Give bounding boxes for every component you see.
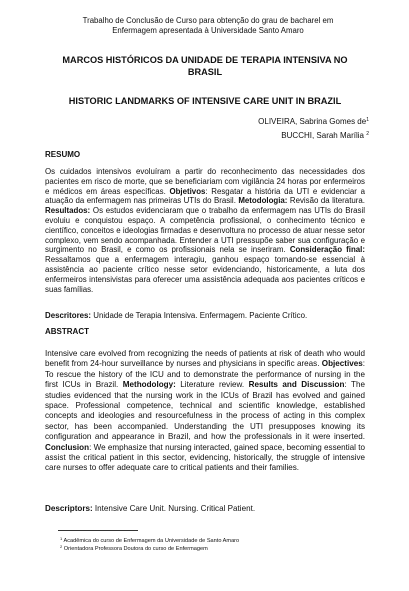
footnote-1-text: Acadêmica do curso de Enfermagem da Universidade de Santo Amaro (62, 538, 240, 544)
footnote-1-mark: 1 (60, 536, 63, 541)
abstract-methodology-text: Literature review. (175, 380, 249, 390)
resumo-objetivos-label: Objetivos (169, 186, 206, 196)
descriptors-label: Descriptors: (45, 504, 93, 513)
abstract-results-text: : The studies evidenced that the nursing work in the ICUs of Brazil has evolved and gained space. Professional competence, technical and scientific knowledge, established concepts and ideologies and resourcefulness in the process of acting in this complex sector, has been accompanied. Understanding the UTI presupposes knowing its configuration and appearance in Brazil, and how the professionals in it were inserted. (45, 380, 365, 442)
descritores-text: Unidade de Terapia Intensiva. Enfermagem. Paciente Crítico. (91, 311, 308, 320)
author-1-name: OLIVEIRA, Sabrina Gomes de (258, 117, 367, 126)
author-2 (281, 129, 369, 141)
resumo-body (45, 167, 365, 294)
descritores-line (45, 311, 307, 321)
footnote-2-text: Orientadora Professora Doutora do curso de Enfermagem (62, 546, 208, 552)
author-1-mark: 1 (366, 117, 369, 123)
abstract-conclusion-label: Conclusion (45, 442, 90, 452)
title-english: HISTORIC LANDMARKS OF INTENSIVE CARE UNIT IN BRAZIL (68, 96, 342, 106)
title-portuguese (40, 55, 370, 78)
footnote-divider (58, 530, 138, 531)
footnote-2 (60, 543, 208, 553)
descritores-label: Descritores: (45, 311, 92, 320)
abstract-intro: Intensive care evolved from recognizing the needs of patients at risk of death who would benefit from 24-hour surveillance by nurses and physicians in specific areas. (45, 349, 365, 369)
abstract-conclusion-text: : We emphasize that nursing interacted, gained space, becoming essential to assist the critical patient in this sector, evidencing, historically, the struggle of intensive care nurses to offer adequate care to critical patients and their families. (45, 442, 365, 473)
descriptors-text: Intensive Care Unit. Nursing. Critical Patient. (92, 504, 256, 513)
author-2-mark: 2 (366, 131, 369, 137)
author-2-name: BUCCHI, Sarah Marília (281, 131, 367, 140)
resumo-consideracao-text: Ressaltamos que a enfermagem interagiu, ganhou espaço tornando-se essencial à assistência ao paciente crítico nesse setor evidenciando, historicamente, a luta dos enfermeiros intensivistas para oferecer uma assistência adequada aos pacientes críticos e suas famílias. (45, 255, 365, 294)
resumo-metodologia-text: Revisão da literatura. (287, 196, 365, 206)
resumo-metodologia-label: Metodologia: (238, 196, 288, 206)
resumo-resultados-label: Resultados: (45, 206, 91, 216)
resumo-objetivos-text: : Resgatar a história da UTI e evidenciar a atuação da enfermagem nas primeiras UTIs do Brasil. (45, 186, 365, 206)
author-1 (258, 115, 369, 127)
descriptors-line (45, 504, 255, 514)
abstract-objectives-label: Objectives (321, 359, 363, 369)
resumo-heading: RESUMO (45, 150, 81, 159)
document-header (58, 16, 358, 36)
abstract-objectives-text: : To rescue the history of the ICU and to demonstrate the performance of nursing in the first ICUs in Brazil. (45, 359, 365, 390)
header-line-2: Enfermagem apresentada à Universidade Santo Amaro (112, 26, 304, 35)
abstract-methodology-label: Methodology: (122, 380, 176, 390)
resumo-intro: Os cuidados intensivos evoluíram a partir do reconhecimento das necessidades dos pacientes em risco de morte, que se beneficiariam com vigilância 24 horas por enfermeiros e médicos em áreas específicas. (45, 167, 365, 196)
title-pt-line-2: BRASIL (187, 66, 223, 77)
abstract-results-label: Results and Discussion (248, 380, 345, 390)
header-line-1: Trabalho de Conclusão de Curso para obtenção do grau de bacharel em (82, 16, 334, 25)
resumo-consideracao-label: Consideração final: (289, 245, 365, 255)
footnote-2-mark: 2 (60, 544, 63, 549)
title-pt-line-1: MARCOS HISTÓRICOS DA UNIDADE DE TERAPIA INTENSIVA NO (62, 55, 348, 65)
abstract-body (45, 349, 365, 474)
resumo-resultados-text: Os estudos evidenciaram que o trabalho da enfermagem nas UTIs do Brasil evoluiu e conquistou espaço. A competência profissional, o conhecimento técnico e científico, conceitos e ideologias firmadas e desenvolturа no processo de atuar nesse setor complexo, vem sendo acompanhada. Entender a UTI pressupõe saber sua configuração e surgimento no Brasil, e como os profissionais nela se inseriram. (45, 206, 365, 255)
abstract-heading: ABSTRACT (45, 327, 89, 336)
